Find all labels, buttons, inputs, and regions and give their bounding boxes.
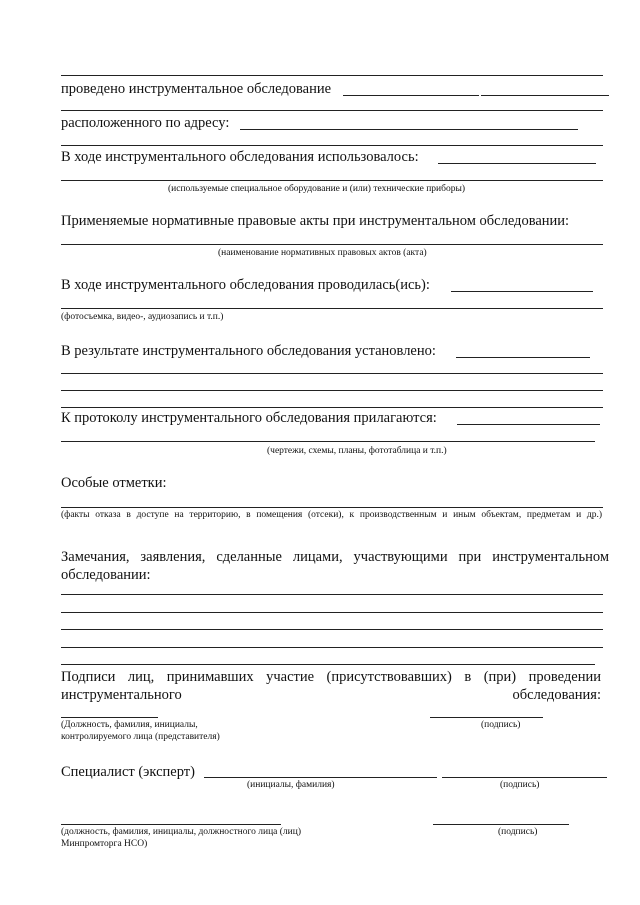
official-position-hint: (должность, фамилия, инициалы, должностного лица (лиц) Минпромторга НСО) (61, 827, 302, 849)
used-equipment-field[interactable] (438, 163, 596, 164)
remarks-label: Замечания, заявления, сделанные лицами, участвующими при инструментальном обследовании: (61, 549, 609, 583)
expert-label: Специалист (эксперт) (61, 764, 195, 780)
expert-signature-field[interactable] (442, 777, 607, 778)
blank-line[interactable] (61, 110, 603, 111)
used-equipment-hint: (используемые специальное оборудование и (или) технические приборы) (168, 184, 466, 194)
remarks-line[interactable] (61, 594, 603, 595)
conducted-label: В ходе инструментального обследования проводилась(ись): (61, 277, 430, 293)
address-field[interactable] (240, 129, 578, 130)
signatures-label: Подписи лиц, принимавших участие (присутствовавших) в (при) проведении инструментального обследования: (61, 669, 601, 703)
result-line[interactable] (61, 390, 603, 391)
remarks-line[interactable] (61, 629, 603, 630)
blank-line[interactable] (61, 145, 603, 146)
controlled-person-signature-hint: (подпись) (481, 720, 521, 730)
conducted-field[interactable] (451, 291, 593, 292)
official-position-field[interactable] (61, 824, 281, 825)
result-line[interactable] (61, 373, 603, 374)
result-field[interactable] (456, 357, 590, 358)
conducted-line[interactable] (61, 308, 603, 309)
legal-acts-hint: (наименование нормативных правовых актов (акта) (218, 248, 427, 258)
conducted-hint: (фотосъемка, видео-, аудиозапись и т.п.) (61, 312, 224, 322)
remarks-line[interactable] (61, 612, 603, 613)
official-signature-field[interactable] (433, 824, 569, 825)
special-notes-label: Особые отметки: (61, 475, 167, 491)
survey-field-extra[interactable] (481, 95, 609, 96)
attachments-hint: (чертежи, схемы, планы, фототаблица и т.п.) (267, 446, 447, 456)
used-equipment-line[interactable] (61, 180, 603, 181)
legal-acts-line[interactable] (61, 244, 603, 245)
blank-line[interactable] (61, 75, 603, 76)
legal-acts-label: Применяемые нормативные правовые акты при инструментальном обследовании: (61, 213, 570, 229)
used-equipment-label: В ходе инструментального обследования использовалось: (61, 149, 419, 165)
attachments-label: К протоколу инструментального обследования прилагаются: (61, 410, 437, 426)
survey-label: проведено инструментальное обследование (61, 81, 332, 97)
attachments-line[interactable] (61, 441, 595, 442)
remarks-line[interactable] (61, 664, 595, 665)
special-notes-hint: (факты отказа в доступе на территорию, в помещения (отсеки), к производственным и иным объектам, предметам и др.) (61, 510, 602, 520)
special-notes-line[interactable] (61, 507, 603, 508)
result-label: В результате инструментального обследования установлено: (61, 343, 436, 359)
expert-name-field[interactable] (204, 777, 437, 778)
attachments-field[interactable] (457, 424, 600, 425)
result-line[interactable] (61, 407, 603, 408)
expert-signature-hint: (подпись) (500, 780, 540, 790)
remarks-line[interactable] (61, 647, 603, 648)
official-signature-hint: (подпись) (498, 827, 538, 837)
address-label: расположенного по адресу: (61, 115, 230, 131)
controlled-person-position-field[interactable] (61, 717, 158, 718)
survey-field[interactable] (343, 95, 479, 96)
controlled-person-signature-field[interactable] (430, 717, 543, 718)
expert-name-hint: (инициалы, фамилия) (247, 780, 335, 790)
controlled-person-position-hint: (Должность, фамилия, инициалы, контролируемого лица (представителя) (61, 720, 220, 742)
